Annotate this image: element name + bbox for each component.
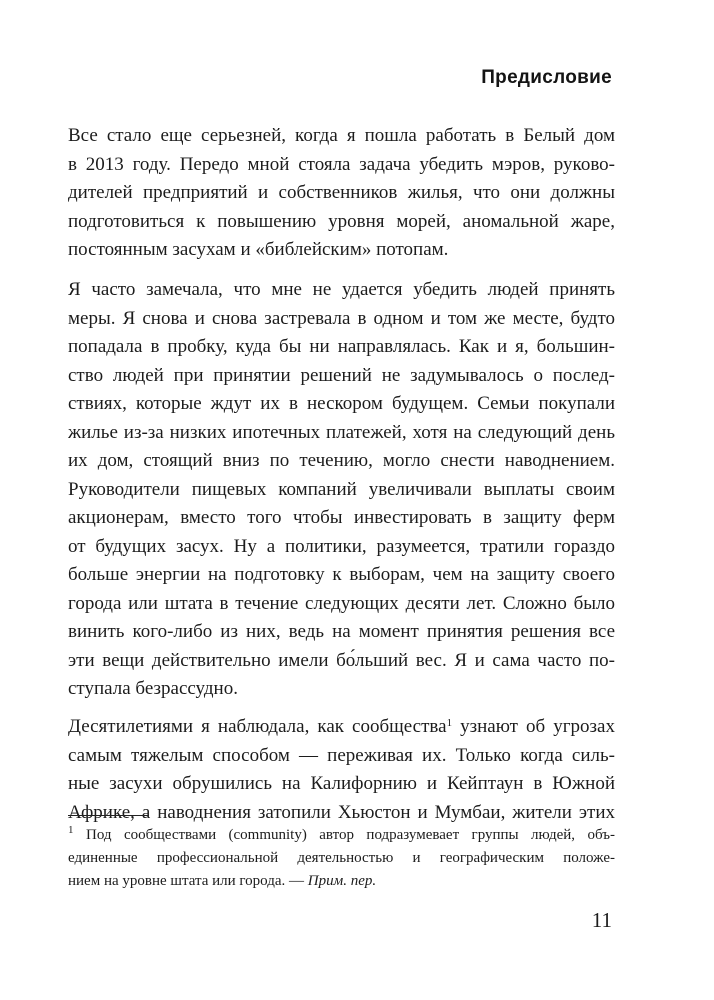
body-line: эти вещи действительно имели бо́льший вес. Я и сама часто по-: [68, 649, 615, 671]
paragraph-1: [68, 122, 615, 265]
footnote: [68, 824, 615, 893]
body-line: ство людей при принятии решений не задумывалось о послед-: [68, 364, 615, 386]
paragraph-3: [68, 713, 615, 827]
body-line: попадала в пробку, куда бы ни направлялась. Как и я, большин-: [68, 336, 615, 357]
body-line: больше энергии на подготовку к выборам, чем на защиту своего: [68, 564, 615, 585]
body-line: от будущих засух. Ну а политики, разумеется, тратили гораздо: [68, 535, 615, 557]
footnote-text: Под сообществами (community) автор подразумевает группы людей, объ-: [86, 827, 615, 843]
footnote-text: нием на уровне штата или города. —: [68, 873, 308, 889]
footnote-divider: [68, 815, 148, 816]
footnote-line: [68, 870, 615, 893]
body-line: подготовиться к повышению уровня морей, аномальной жаре,: [68, 210, 615, 232]
body-line: меры. Я снова и снова застревала в одном и том же месте, будто: [68, 307, 615, 329]
translator-note: Прим. пер.: [307, 873, 377, 889]
body-line-text: узнают об угрозах: [452, 716, 615, 737]
body-line: жилье из-за низких ипотечных платежей, хотя на следующий день: [68, 421, 615, 443]
footnote-line: единенные профессиональной деятельностью и географическим положе-: [68, 850, 615, 866]
body-line: дителей предприятий и собственников жилья, что они должны: [68, 182, 615, 203]
footnote-line: 1 Под сообществами (community) автор подразумевает группы людей, объ-: [68, 824, 615, 843]
body-line: [68, 713, 615, 742]
body-line: самым тяжелым способом — переживая их. Только когда силь-: [68, 744, 615, 766]
body-line: ступала безрассудно.: [68, 678, 238, 699]
body-line: Руководители пищевых компаний увеличивали выплаты своим: [68, 478, 615, 500]
page-number: 11: [591, 908, 612, 932]
paragraph-2: [68, 276, 615, 704]
body-line: постоянным засухам и «библейским» потопам.: [68, 239, 449, 260]
body-line: акционерам, вместо того чтобы инвестировать в защиту ферм: [68, 507, 615, 528]
body-line: винить кого-либо из них, ведь на момент принятия решения все: [68, 621, 615, 642]
body-line: ствиях, которые ждут их в нескором будущем. Семьи покупали: [68, 393, 615, 414]
body-line: Все стало еще серьезней, когда я пошла работать в Белый дом: [68, 125, 615, 146]
body-line: в 2013 году. Передо мной стояла задача убедить мэров, руково-: [68, 153, 615, 175]
body-line: ные засухи обрушились на Калифорнию и Кейптаун в Южной: [68, 773, 615, 794]
footnote-reference: 1: [446, 716, 453, 729]
running-head-title: Предисловие: [481, 67, 612, 88]
body-line: их дом, стоящий вниз по течению, могло снести наводнением.: [68, 450, 615, 471]
body-line-text: Десятилетиями я наблюдала, как сообщества: [68, 716, 447, 737]
body-line: города или штата в течение следующих десяти лет. Сложно было: [68, 592, 615, 614]
body-line: Африке, а наводнения затопили Хьюстон и Мумбаи, жители этих: [68, 801, 615, 823]
body-line: Я часто замечала, что мне не удается убедить людей принять: [68, 279, 615, 300]
